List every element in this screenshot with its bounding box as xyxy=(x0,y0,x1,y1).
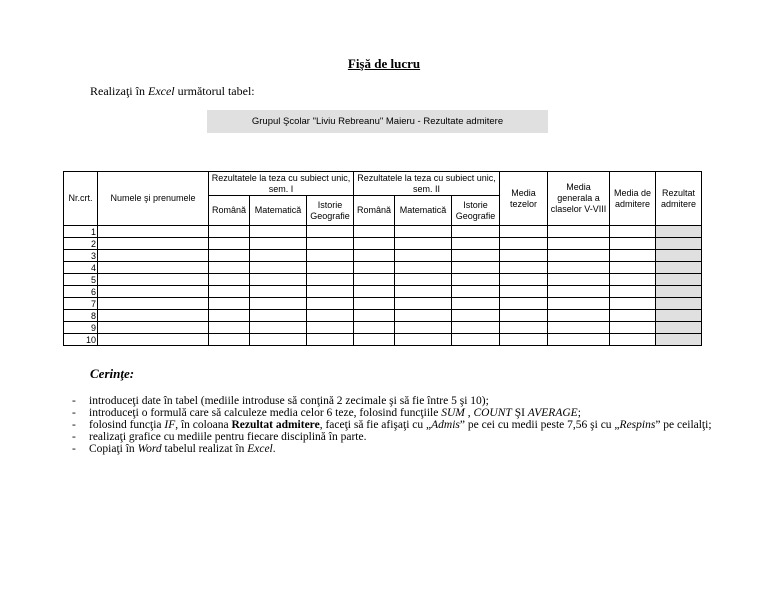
table-cell[interactable] xyxy=(307,226,354,238)
table-row xyxy=(64,238,702,250)
table-cell[interactable] xyxy=(98,334,209,346)
row-number: 3 xyxy=(64,250,98,262)
requirement-text: introduceţi o formulă care să calculeze media celor 6 teze, folosind funcţiile xyxy=(89,407,442,419)
table-cell[interactable] xyxy=(610,286,656,298)
table-cell[interactable] xyxy=(354,250,395,262)
page-title: Fişă de lucru xyxy=(347,56,421,71)
row-number: 8 xyxy=(64,310,98,322)
table-cell[interactable] xyxy=(354,226,395,238)
table-cell[interactable] xyxy=(395,274,452,286)
requirement-item xyxy=(72,431,712,443)
table-cell[interactable] xyxy=(395,262,452,274)
table-cell[interactable] xyxy=(548,310,610,322)
table-cell[interactable] xyxy=(354,334,395,346)
table-cell[interactable] xyxy=(610,334,656,346)
requirement-text: folosind funcţia xyxy=(89,419,165,431)
requirement-text: ŞI xyxy=(511,407,528,419)
table-banner: Grupul Şcolar "Liviu Rebreanu" Maieru - Rezultate admitere xyxy=(207,110,548,133)
table-cell[interactable] xyxy=(500,322,548,334)
table-cell[interactable] xyxy=(98,322,209,334)
header-istorie-2: Istorie Geografie xyxy=(452,196,500,226)
table-cell[interactable] xyxy=(307,238,354,250)
table-cell[interactable] xyxy=(354,310,395,322)
table-cell[interactable] xyxy=(307,274,354,286)
row-number: 10 xyxy=(64,334,98,346)
requirement-item xyxy=(72,395,712,407)
header-rezultat: Rezultat admitere xyxy=(656,172,702,226)
header-media-admitere: Media de admitere xyxy=(610,172,656,226)
table-cell[interactable] xyxy=(452,274,500,286)
requirement-text: COUNT xyxy=(473,407,512,419)
requirement-text: Respins xyxy=(619,419,656,431)
table-cell[interactable] xyxy=(548,226,610,238)
table-cell[interactable] xyxy=(98,226,209,238)
table-cell[interactable] xyxy=(307,286,354,298)
table-cell[interactable] xyxy=(548,262,610,274)
table-cell[interactable] xyxy=(548,250,610,262)
table-cell[interactable] xyxy=(307,310,354,322)
requirement-text: Copiaţi în xyxy=(89,443,138,455)
requirement-text: ; xyxy=(577,407,581,419)
requirements-list xyxy=(72,395,712,455)
table-cell[interactable] xyxy=(395,298,452,310)
table-cell[interactable] xyxy=(610,322,656,334)
table-cell[interactable] xyxy=(610,226,656,238)
table-cell[interactable] xyxy=(500,310,548,322)
table-cell[interactable] xyxy=(548,274,610,286)
table-cell[interactable] xyxy=(452,250,500,262)
table-cell[interactable] xyxy=(98,298,209,310)
row-number: 1 xyxy=(64,226,98,238)
header-group-sem2: Rezultatele la teza cu subiect unic, sem. II xyxy=(354,172,500,196)
table-cell[interactable] xyxy=(98,238,209,250)
table-cell[interactable] xyxy=(250,310,307,322)
result-cell[interactable] xyxy=(656,262,702,274)
table-cell[interactable] xyxy=(500,226,548,238)
table-cell[interactable] xyxy=(209,226,250,238)
table-cell[interactable] xyxy=(209,334,250,346)
table-row xyxy=(64,250,702,262)
header-group-sem1: Rezultatele la teza cu subiect unic, sem. I xyxy=(209,172,354,196)
table-cell[interactable] xyxy=(610,250,656,262)
table-cell[interactable] xyxy=(452,298,500,310)
table-cell[interactable] xyxy=(500,274,548,286)
table-cell[interactable] xyxy=(209,322,250,334)
result-cell[interactable] xyxy=(656,334,702,346)
table-cell[interactable] xyxy=(500,250,548,262)
table-cell[interactable] xyxy=(452,226,500,238)
table-cell[interactable] xyxy=(209,250,250,262)
table-cell[interactable] xyxy=(610,298,656,310)
table-cell[interactable] xyxy=(548,286,610,298)
table-cell[interactable] xyxy=(307,262,354,274)
table-cell[interactable] xyxy=(307,334,354,346)
requirement-text: . xyxy=(272,443,276,455)
table-cell[interactable] xyxy=(452,286,500,298)
table-cell[interactable] xyxy=(452,322,500,334)
table-cell[interactable] xyxy=(610,238,656,250)
bullet-dash: - xyxy=(72,419,76,431)
admission-table xyxy=(63,171,702,346)
table-cell[interactable] xyxy=(610,274,656,286)
table-cell[interactable] xyxy=(250,334,307,346)
table-cell[interactable] xyxy=(354,286,395,298)
requirement-text: Word xyxy=(137,443,162,455)
table-row xyxy=(64,310,702,322)
bullet-dash: - xyxy=(72,431,76,443)
requirement-text: AVERAGE xyxy=(527,407,578,419)
table-cell[interactable] xyxy=(452,310,500,322)
row-number: 5 xyxy=(64,274,98,286)
requirement-text: ” pe cei cu medii peste 7,56 şi cu „ xyxy=(459,419,620,431)
table-row xyxy=(64,226,702,238)
table-cell[interactable] xyxy=(452,262,500,274)
table-cell[interactable] xyxy=(500,298,548,310)
table-cell[interactable] xyxy=(250,262,307,274)
requirement-item xyxy=(72,407,712,419)
bullet-dash: - xyxy=(72,395,76,407)
table-row xyxy=(64,286,702,298)
requirement-text: Admis xyxy=(431,419,460,431)
requirement-text: ” pe ceilalţi; xyxy=(655,419,712,431)
requirement-item xyxy=(72,443,712,455)
result-cell[interactable] xyxy=(656,226,702,238)
row-number: 7 xyxy=(64,298,98,310)
header-nr: Nr.crt. xyxy=(64,172,98,226)
table-cell[interactable] xyxy=(610,310,656,322)
table-row xyxy=(64,334,702,346)
table-cell[interactable] xyxy=(209,310,250,322)
requirement-item xyxy=(72,419,712,431)
requirements-title: Cerinţe: xyxy=(90,366,135,381)
header-romana-1: Română xyxy=(209,196,250,226)
table-cell[interactable] xyxy=(395,226,452,238)
table-cell[interactable] xyxy=(395,286,452,298)
table-cell[interactable] xyxy=(395,310,452,322)
header-media-generala: Media generala a claselor V-VIII xyxy=(548,172,610,226)
row-number: 2 xyxy=(64,238,98,250)
intro-text xyxy=(90,84,255,99)
table-cell[interactable] xyxy=(307,250,354,262)
header-matematica-2: Matematică xyxy=(395,196,452,226)
table-row xyxy=(64,262,702,274)
requirement-text: Excel xyxy=(247,443,273,455)
table-cell[interactable] xyxy=(98,286,209,298)
table-cell[interactable] xyxy=(307,322,354,334)
table-cell[interactable] xyxy=(98,310,209,322)
table-cell[interactable] xyxy=(548,334,610,346)
intro-after: următorul tabel: xyxy=(174,84,255,98)
table-cell[interactable] xyxy=(98,262,209,274)
table-cell[interactable] xyxy=(395,322,452,334)
table-row xyxy=(64,298,702,310)
result-cell[interactable] xyxy=(656,286,702,298)
result-cell[interactable] xyxy=(656,322,702,334)
bullet-dash: - xyxy=(72,443,76,455)
intro-before: Realizaţi în xyxy=(90,84,148,98)
requirement-text: tabelul realizat în xyxy=(161,443,248,455)
table-cell[interactable] xyxy=(452,334,500,346)
requirement-text: realizaţi grafice cu mediile pentru fiecare disciplină în parte. xyxy=(89,431,367,443)
header-istorie-1: Istorie Geografie xyxy=(307,196,354,226)
table-cell[interactable] xyxy=(354,238,395,250)
header-name: Numele şi prenumele xyxy=(98,172,209,226)
bullet-dash: - xyxy=(72,407,76,419)
table-row xyxy=(64,322,702,334)
table-cell[interactable] xyxy=(209,286,250,298)
table-cell[interactable] xyxy=(250,226,307,238)
table-cell[interactable] xyxy=(209,238,250,250)
header-romana-2: Română xyxy=(354,196,395,226)
result-cell[interactable] xyxy=(656,310,702,322)
row-number: 6 xyxy=(64,286,98,298)
table-cell[interactable] xyxy=(250,238,307,250)
table-cell[interactable] xyxy=(250,322,307,334)
table-cell[interactable] xyxy=(395,238,452,250)
table-cell[interactable] xyxy=(307,298,354,310)
table-cell[interactable] xyxy=(98,274,209,286)
requirement-text: introduceţi date în tabel (mediile introduse să conţină 2 zecimale şi să fie între 5 şi 10); xyxy=(89,395,489,407)
header-matematica-1: Matematică xyxy=(250,196,307,226)
table-cell[interactable] xyxy=(395,334,452,346)
table-cell[interactable] xyxy=(500,286,548,298)
requirement-text: IF xyxy=(164,419,176,431)
result-cell[interactable] xyxy=(656,274,702,286)
intro-app: Excel xyxy=(147,84,175,98)
result-cell[interactable] xyxy=(656,298,702,310)
table-cell[interactable] xyxy=(548,298,610,310)
requirement-text: SUM xyxy=(441,407,465,419)
table-cell[interactable] xyxy=(250,274,307,286)
table-cell[interactable] xyxy=(250,250,307,262)
header-media-tezelor: Media tezelor xyxy=(500,172,548,226)
table-cell[interactable] xyxy=(209,262,250,274)
table-cell[interactable] xyxy=(98,250,209,262)
table-cell[interactable] xyxy=(250,286,307,298)
row-number: 4 xyxy=(64,262,98,274)
table-cell[interactable] xyxy=(354,262,395,274)
table-cell[interactable] xyxy=(610,262,656,274)
requirement-text: , faceţi să fie afişaţi cu „ xyxy=(319,419,432,431)
requirement-text: , în coloana xyxy=(175,419,232,431)
table-cell[interactable] xyxy=(500,238,548,250)
row-number: 9 xyxy=(64,322,98,334)
table-cell[interactable] xyxy=(500,262,548,274)
result-cell[interactable] xyxy=(656,238,702,250)
table-cell[interactable] xyxy=(354,322,395,334)
table-cell[interactable] xyxy=(395,250,452,262)
table-cell[interactable] xyxy=(209,274,250,286)
table-row xyxy=(64,274,702,286)
table-cell[interactable] xyxy=(548,322,610,334)
requirement-text: Rezultat admitere xyxy=(231,419,320,431)
table-cell[interactable] xyxy=(500,334,548,346)
result-cell[interactable] xyxy=(656,250,702,262)
table-cell[interactable] xyxy=(452,238,500,250)
table-cell[interactable] xyxy=(354,298,395,310)
table-cell[interactable] xyxy=(250,298,307,310)
table-cell[interactable] xyxy=(354,274,395,286)
table-cell[interactable] xyxy=(209,298,250,310)
requirement-text: , xyxy=(464,407,474,419)
table-cell[interactable] xyxy=(548,238,610,250)
